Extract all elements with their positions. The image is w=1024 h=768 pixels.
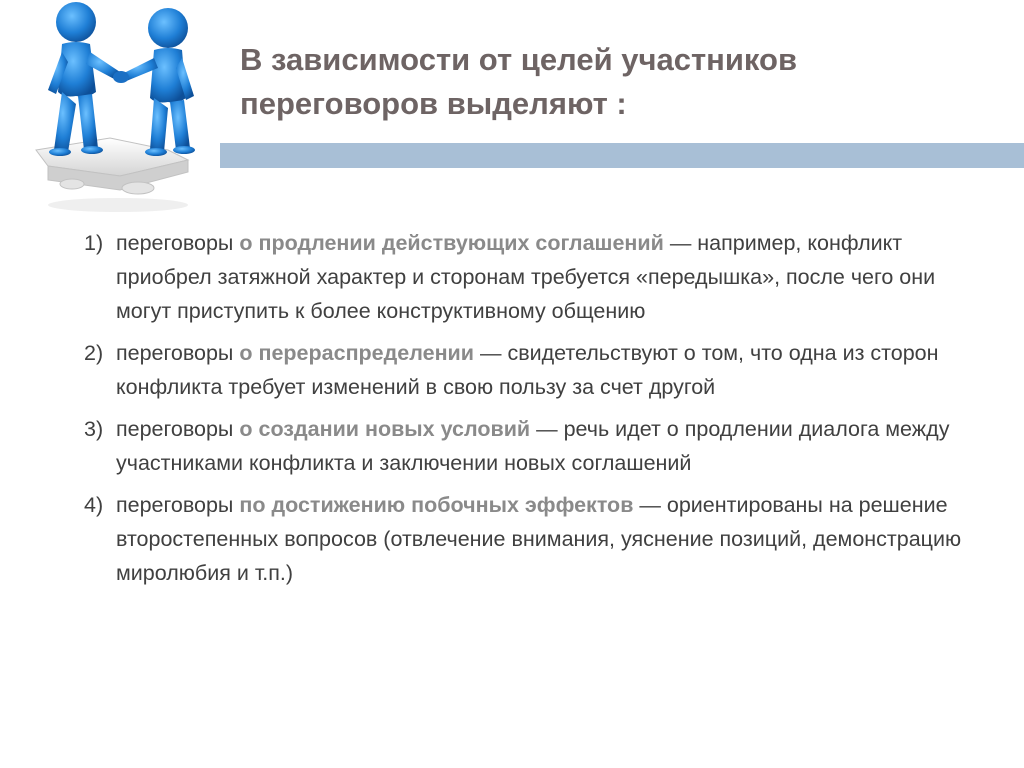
item-text: — свидетельствуют о том, что одна из сторон конфликта требует изменений в свою пользу за счет другой [116,341,939,399]
title-line-2: переговоров выделяют : [240,86,627,121]
item-prefix: переговоры [116,341,240,365]
item-number: 2) [84,341,104,365]
list-item [84,488,984,590]
item-highlight: по достижению побочных эффектов [239,493,634,517]
item-highlight: о создании новых условий [239,417,531,441]
list-item [84,412,984,480]
right-figure [122,8,195,156]
item-text: — ориентированы на решение второстепенных вопросов (отвлечение внимания, уяснение позиций, демонстрацию миролюбия и т.п.) [116,493,962,585]
handshake-figures-icon [18,0,218,215]
item-number: 1) [84,231,104,255]
clasped-hands [113,71,129,83]
item-prefix: переговоры [116,493,240,517]
item-number: 3) [84,417,104,441]
list-item [84,226,984,328]
title-line-1: В зависимости от целей участников [240,42,798,77]
slide-title [240,38,1000,126]
item-text: — например, конфликт приобрел затяжной характер и сторонам требуется «передышка», после чего они могут приступить к более конструктивному общению [116,231,936,323]
item-prefix: переговоры [116,231,240,255]
item-number: 4) [84,493,104,517]
negotiation-types-list [84,226,984,598]
item-highlight: о продлении действующих соглашений [239,231,664,255]
item-highlight: о перераспределении [239,341,474,365]
shadow [48,198,188,212]
accent-bar [220,143,1024,168]
list-item [84,336,984,404]
item-prefix: переговоры [116,417,240,441]
item-text: — речь идет о продлении диалога между участниками конфликта и заключении новых соглашений [116,417,950,475]
left-figure [48,2,120,156]
